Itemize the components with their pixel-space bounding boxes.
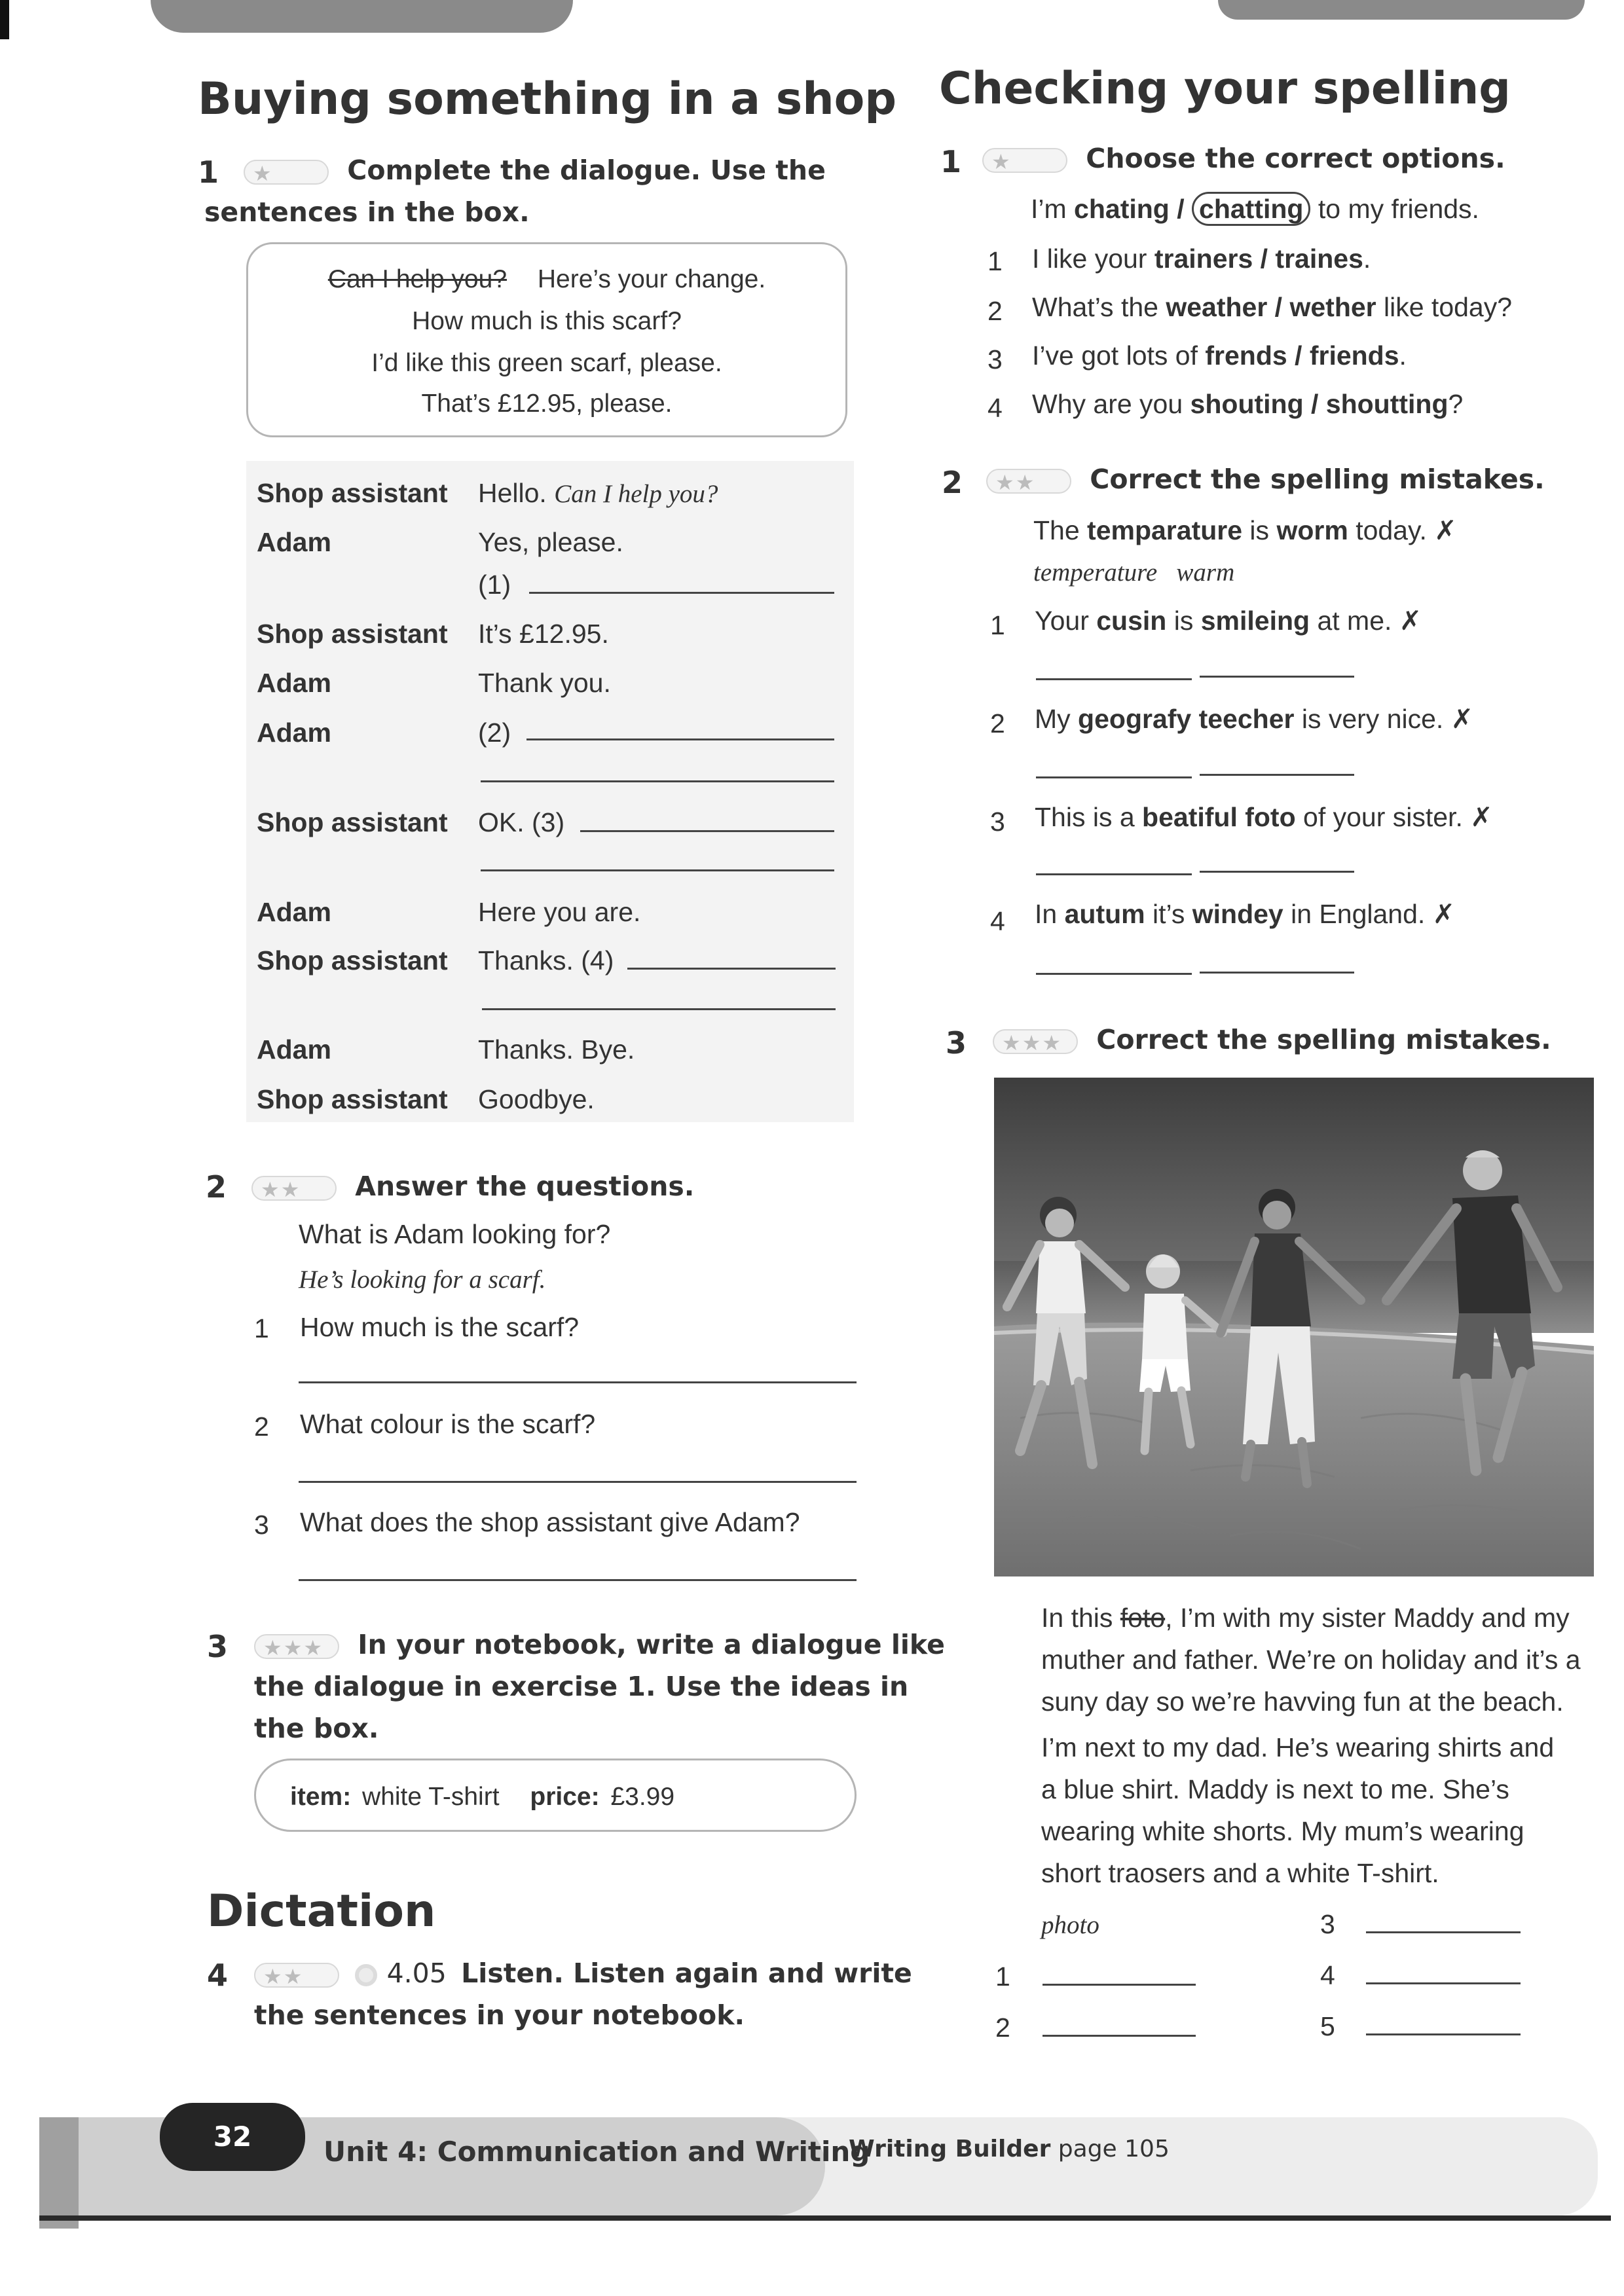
answer-line	[627, 968, 836, 970]
example-sentence: I’m chating / chatting to my friends.	[1031, 194, 1479, 225]
item-sentence: Why are you shouting / shoutting?	[1032, 389, 1464, 419]
text-line: In this foto, I’m with my sister Maddy and my	[1041, 1603, 1570, 1633]
instruction-line: the sentences in your notebook.	[254, 1999, 745, 2031]
speaker: Shop assistant	[257, 1084, 448, 1114]
speaker: Shop assistant	[257, 619, 448, 649]
dialogue-line: Thanks. (4)	[478, 945, 614, 975]
difficulty-stars: ★★	[254, 1963, 339, 1988]
item-value: white T-shirt	[362, 1783, 500, 1811]
speaker: Adam	[257, 527, 331, 557]
instruction-line: the dialogue in exercise 1. Use the ideas in	[254, 1671, 909, 1702]
speaker: Adam	[257, 668, 331, 698]
dialogue-line: It’s £12.95.	[478, 619, 609, 649]
difficulty-stars: ★★	[251, 1176, 337, 1201]
answer-line	[1366, 2033, 1521, 2035]
item-number: 1	[990, 610, 1005, 640]
footer-spine	[39, 2117, 79, 2229]
item-number: 3	[987, 344, 1003, 374]
instruction-line: Complete the dialogue. Use the	[347, 155, 826, 186]
example-answer: Can I help you?	[554, 480, 718, 508]
answer-number: 2	[995, 2013, 1010, 2043]
audio-cd-icon	[355, 1964, 377, 1986]
question-text: What colour is the scarf?	[300, 1409, 596, 1439]
item-number: 3	[990, 807, 1005, 837]
answer-line	[482, 1008, 836, 1010]
item-number: 4	[990, 906, 1005, 936]
speaker: Shop assistant	[257, 478, 448, 508]
circled-answer: chatting	[1192, 192, 1310, 226]
page-number: 32	[160, 2103, 305, 2171]
exercise-instruction	[254, 1952, 912, 2036]
answer-line	[481, 869, 834, 871]
struck-phrase: Can I help you?	[327, 265, 507, 293]
phrase-box	[246, 242, 847, 437]
question-text: How much is the scarf?	[300, 1312, 580, 1342]
speaker: Shop assistant	[257, 807, 448, 837]
exercise-instruction	[986, 458, 1545, 500]
answer-number: 3	[1320, 1909, 1335, 1939]
text-line: muther and father. We’re on holiday and it’s a	[1041, 1645, 1581, 1675]
answer-line	[1036, 678, 1192, 680]
ideas-box	[254, 1758, 857, 1832]
item-sentence: My geografy teecher is very nice. ✗	[1035, 704, 1474, 734]
item-number: 1	[987, 246, 1003, 276]
speaker: Adam	[257, 718, 331, 748]
exercise-number: 3	[207, 1629, 229, 1664]
item-sentence: This is a beatiful foto of your sister. ✗	[1035, 802, 1493, 832]
text-line: a blue shirt. Maddy is next to me. She’s	[1041, 1774, 1509, 1804]
exercise-instruction	[254, 1624, 945, 1749]
item-sentence: I like your trainers / traines.	[1032, 244, 1371, 274]
footer-writing-builder: Writing Builder page 105	[849, 2136, 1170, 2162]
dialogue-line: Hello. Can I help you?	[478, 478, 718, 508]
difficulty-stars: ★★★	[254, 1634, 339, 1659]
example-sentence: The temparature is worm today. ✗	[1033, 515, 1457, 545]
answer-line	[299, 1381, 857, 1383]
speaker: Adam	[257, 897, 331, 927]
example-answer: photo	[1041, 1911, 1099, 1939]
answer-number: 1	[995, 1961, 1010, 1992]
answer-line	[1036, 873, 1192, 875]
item-sentence: What’s the weather / wether like today?	[1032, 292, 1513, 322]
footer-unit-title: Unit 4: Communication and Writing	[323, 2136, 870, 2168]
struck-word: foto	[1120, 1603, 1166, 1633]
instruction-line: Answer the questions.	[355, 1171, 695, 1202]
item-number: 4	[987, 393, 1003, 423]
answer-line	[1200, 676, 1354, 678]
instruction-line: Listen. Listen again and write	[461, 1958, 912, 1989]
exercise-number: 2	[942, 465, 963, 500]
difficulty-stars: ★	[244, 160, 329, 185]
section-title-buying: Buying something in a shop	[198, 73, 897, 125]
answer-line	[526, 738, 834, 740]
exercise-instruction	[982, 137, 1505, 179]
exercise-number: 4	[207, 1958, 229, 1993]
phrase: That’s £12.95, please.	[421, 390, 673, 418]
difficulty-stars: ★★	[986, 469, 1071, 494]
question-text: What does the shop assistant give Adam?	[300, 1507, 800, 1537]
text-line: I’m next to my dad. He’s wearing shirts and	[1041, 1732, 1555, 1762]
item-number: 2	[987, 296, 1003, 326]
example-answer: temperature warm	[1033, 558, 1235, 587]
dialogue-panel	[246, 461, 854, 1122]
answer-line	[1200, 774, 1354, 776]
instruction-line: Correct the spelling mistakes.	[1090, 464, 1545, 495]
instruction-line: the box.	[254, 1713, 379, 1744]
instruction-line: sentences in the box.	[204, 196, 530, 228]
example-question: What is Adam looking for?	[299, 1219, 611, 1249]
speaker: Adam	[257, 1034, 331, 1065]
exercise-instruction	[993, 1019, 1551, 1061]
phrase-box-line	[248, 265, 845, 294]
exercise-number: 2	[206, 1169, 227, 1205]
text-line: wearing white shorts. My mum’s wearing	[1041, 1816, 1524, 1846]
text-line: short traosers and a white T-shirt.	[1041, 1858, 1439, 1888]
price-value: £3.99	[610, 1783, 675, 1811]
exercise-number: 1	[940, 144, 962, 179]
phrase: Here’s your change.	[537, 265, 766, 293]
answer-line	[1200, 871, 1354, 873]
price-label: price:	[530, 1783, 600, 1811]
answer-number: 5	[1320, 2011, 1335, 2041]
answer-line	[1366, 1931, 1521, 1933]
footer-baseline	[39, 2215, 1611, 2221]
answer-line	[1043, 1984, 1196, 1986]
answer-number: 4	[1320, 1960, 1335, 1990]
text-line: suny day so we’re havving fun at the beach.	[1041, 1686, 1564, 1717]
instruction-line: In your notebook, write a dialogue like	[358, 1629, 945, 1660]
difficulty-stars: ★★★	[993, 1029, 1078, 1054]
answer-line	[529, 592, 834, 594]
dialogue-line: Thank you.	[478, 668, 611, 698]
dialogue-line: Here you are.	[478, 897, 641, 927]
header-tab-left	[151, 0, 573, 33]
exercise-instruction	[204, 149, 826, 233]
dialogue-line: OK. (3)	[478, 807, 565, 837]
dialogue-line: Goodbye.	[478, 1084, 595, 1114]
scan-edge	[0, 0, 9, 39]
answer-line	[299, 1481, 857, 1483]
exercise-number: 1	[198, 155, 219, 190]
speaker: Shop assistant	[257, 945, 448, 975]
dialogue-line: (1)	[478, 570, 511, 600]
answer-line	[299, 1579, 857, 1581]
phrase: I’d like this green scarf, please.	[371, 349, 722, 377]
item-sentence: In autum it’s windey in England. ✗	[1035, 899, 1456, 929]
answer-line	[1036, 776, 1192, 778]
audio-track: 4.05	[386, 1958, 447, 1989]
dialogue-line: (2)	[478, 718, 511, 748]
phrase: How much is this scarf?	[412, 307, 682, 335]
beach-family-photo	[994, 1078, 1594, 1576]
question-number: 3	[254, 1510, 269, 1540]
exercise-instruction	[251, 1165, 694, 1207]
exercise-number: 3	[946, 1025, 967, 1061]
example-answer: He’s looking for a scarf.	[299, 1266, 546, 1294]
question-number: 1	[254, 1313, 269, 1343]
ideas-line	[290, 1783, 674, 1812]
answer-line	[481, 780, 834, 782]
answer-line	[1036, 973, 1192, 975]
answer-line	[1200, 972, 1354, 974]
dialogue-line: Yes, please.	[478, 527, 623, 557]
item-number: 2	[990, 708, 1005, 738]
answer-line	[1366, 1982, 1521, 1984]
section-title-dictation: Dictation	[207, 1886, 436, 1937]
answer-line	[580, 830, 834, 832]
difficulty-stars: ★	[982, 148, 1067, 173]
item-label: item:	[290, 1783, 352, 1811]
instruction-line: Choose the correct options.	[1086, 143, 1505, 174]
item-sentence: I’ve got lots of frends / friends.	[1032, 340, 1407, 371]
question-number: 2	[254, 1412, 269, 1442]
instruction-line: Correct the spelling mistakes.	[1096, 1024, 1551, 1055]
item-sentence: Your cusin is smileing at me. ✗	[1035, 606, 1422, 636]
dialogue-line: Thanks. Bye.	[478, 1034, 635, 1065]
header-tab-right	[1218, 0, 1585, 20]
answer-line	[1043, 2035, 1196, 2037]
section-title-spelling: Checking your spelling	[939, 63, 1511, 115]
